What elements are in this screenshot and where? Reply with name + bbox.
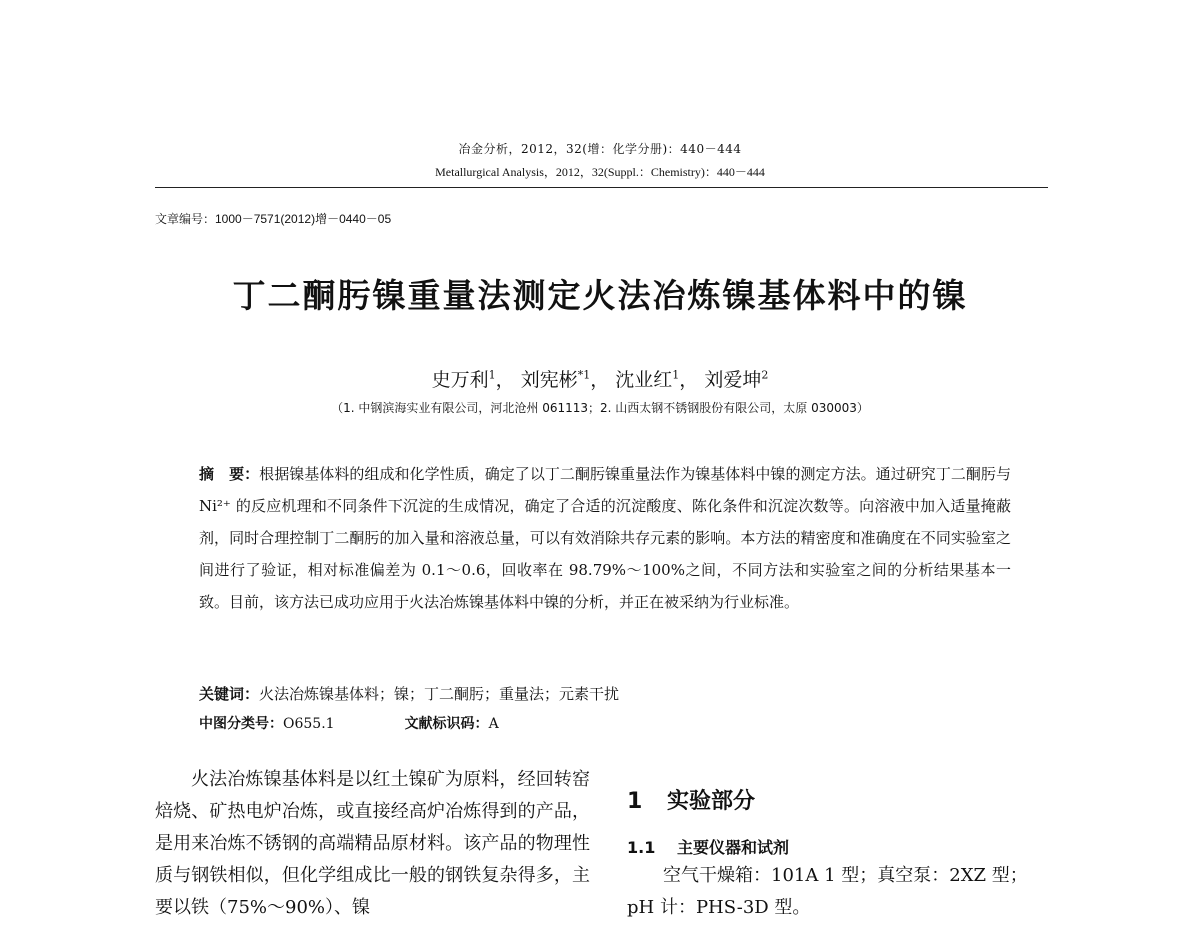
- instruments-paragraph: 空气干燥箱：101A 1 型；真空泵：2XZ 型；pH 计：PHS-3D 型。: [627, 865, 1028, 918]
- author-name: 刘宪彬: [520, 369, 578, 391]
- section-heading: [627, 784, 755, 815]
- journal-header-en: Metallurgical Analysis，2012，32(Suppl.：Chemistry)：440－444: [435, 165, 765, 179]
- affiliations: （1. 中钢滨海实业有限公司，河北沧州 061113；2. 山西太钢不锈钢股份有限公司，太原 030003）: [331, 401, 869, 415]
- author-name: 沈业红: [615, 369, 673, 391]
- abstract-label: 摘 要：: [199, 465, 260, 483]
- author-separator: ，: [590, 369, 610, 391]
- subsection-title: 主要仪器和试剂: [677, 838, 790, 857]
- author-affil-mark: 1: [488, 368, 496, 382]
- doc-code-label: 文献标识码：: [404, 716, 489, 732]
- author-separator: ，: [679, 369, 699, 391]
- author-affil-mark: 2: [761, 368, 769, 382]
- journal-header-cn: 冶金分析，2012，32(增：化学分册)：440－444: [458, 142, 742, 156]
- doc-code-value: A: [488, 716, 499, 732]
- subsection-heading: [627, 835, 789, 858]
- subsection-number: 1.1: [627, 838, 656, 857]
- intro-paragraph: 火法冶炼镍基体料是以红土镍矿为原料，经回转窑焙烧、矿热电炉冶炼，或直接经高炉冶炼得到的产品，是用来冶炼不锈钢的高端精品原材料。该产品的物理性质与钢铁相似，但化学组成比一般的钢铁复杂得多，主要以铁（75%～90%）、镍: [155, 769, 590, 918]
- author-affil-mark: *1: [577, 368, 591, 382]
- author-separator: ，: [495, 369, 515, 391]
- instruments-column: [627, 860, 1052, 924]
- intro-column: [155, 764, 590, 924]
- abstract: [199, 458, 1011, 618]
- classification-line: [199, 713, 499, 733]
- clc-label: 中图分类号：: [199, 716, 283, 732]
- keywords: [199, 683, 619, 704]
- section-title: 实验部分: [667, 789, 756, 814]
- author-affil-mark: 1: [672, 368, 680, 382]
- clc-value: O655.1: [283, 716, 335, 732]
- keywords-label: 关键词：: [199, 685, 260, 703]
- author-name: 史万利: [431, 369, 489, 391]
- keywords-text: 火法冶炼镍基体料；镍；丁二酮肟；重量法；元素干扰: [259, 685, 620, 703]
- author-name: 刘爱坤: [704, 369, 762, 391]
- article-number: 文章编号：1000－7571(2012)增－0440－05: [155, 212, 392, 226]
- abstract-text: 根据镍基体料的组成和化学性质，确定了以丁二酮肟镍重量法作为镍基体料中镍的测定方法。通过研究丁二酮肟与 Ni²⁺ 的反应机理和不同条件下沉淀的生成情况，确定了合适的沉淀酸度、陈化条件和沉淀次数等。向溶液中加入适量掩蔽剂，同时合理控制丁二酮肟的加入量和溶液总量，可以有效消除共存元素的影响。本方法的精密度和准确度在不同实验室之间进行了验证，相对标准偏差为 0.1～0.6，回收率在 98.79%～100%之间，不同方法和实验室之间的分析结果基本一致。目前，该方法已成功应用于火法冶炼镍基体料中镍的分析，并正在被采纳为行业标准。: [199, 465, 1011, 611]
- author-list: [0, 365, 1200, 392]
- header-rule: [155, 187, 1048, 188]
- paper-title: 丁二酮肟镍重量法测定火法冶炼镍基体料中的镍: [232, 276, 968, 315]
- section-number: 1: [627, 789, 643, 814]
